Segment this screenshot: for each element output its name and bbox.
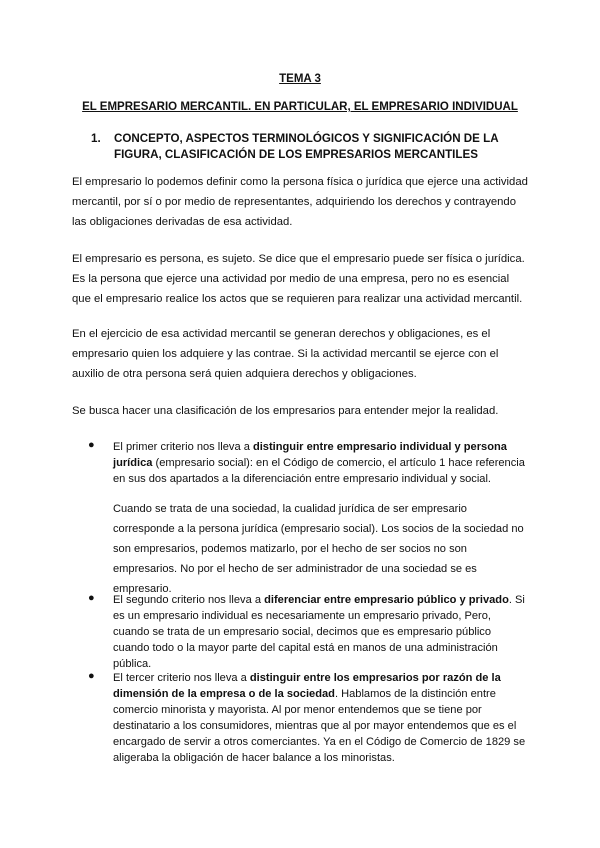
bullet-text: . Si es un empresario individual es necesariamente un empresario privado, Pero, cuando se trata de un empresario social, decimos que es empresario público cuando todo o la mayor parte del capital está en manos de una administración pública. — [113, 594, 525, 670]
list-item — [88, 670, 528, 766]
chapter-subtitle: EL EMPRESARIO MERCANTIL. EN PARTICULAR, EL EMPRESARIO INDIVIDUAL — [82, 101, 518, 113]
section-title: CONCEPTO, ASPECTOS TERMINOLÓGICOS Y SIGNIFICACIÓN DE LA FIGURA, CLASIFICACIÓN DE LOS EMPRESARIOS MERCANTILES — [114, 132, 499, 161]
paragraph-derechos: En el ejercicio de esa actividad mercantil se generan derechos y obligaciones, es el empresario quien los adquiere y las contrae. Si la actividad mercantil se ejerce con el auxilio de otra persona será quien adquiera derechos y obligaciones. — [72, 328, 499, 380]
bullet-text: . Hablamos de la distinción entre comercio minorista y mayorista. Al por menor entendemos que se tiene por destinatario a los consumidores, mientras que al por mayor entendemos que es el encargado de servir a otros comerciantes. Ya en el Código de Comercio de 1829 se aligeraba la obligación de hacer balance a los minoristas. — [113, 688, 526, 764]
bullet-bold-text: distinguir entre los empresarios por razón de la dimensión de la empresa o de la sociedad — [113, 672, 501, 700]
bullet-text: (empresario social): en el Código de comercio, el artículo 1 hace referencia en sus dos apartados a la diferenciación entre empresario individual y social. — [113, 457, 525, 485]
list-item — [88, 439, 528, 487]
bullet-text: El primer criterio nos lleva a — [113, 441, 253, 453]
bullet-icon: ● — [88, 670, 95, 682]
bullet-bold-text: distinguir entre empresario individual y persona jurídica — [113, 441, 507, 469]
paragraph-definition: El empresario lo podemos definir como la persona física o jurídica que ejerce una actividad mercantil, por sí o por medio de representantes, adquiriendo los derechos y contrayendo las obligaciones derivadas de esa actividad. — [72, 176, 528, 228]
bullet-text: El tercer criterio nos lleva a — [113, 672, 250, 684]
bullet-bold-text: diferenciar entre empresario público y privado — [264, 594, 509, 606]
list-item — [88, 592, 528, 672]
paragraph-clasificacion: Se busca hacer una clasificación de los empresarios para entender mejor la realidad. — [72, 405, 499, 417]
bullet-icon: ● — [88, 592, 95, 604]
bullet-text: El segundo criterio nos lleva a — [113, 594, 265, 606]
section-heading — [91, 131, 531, 163]
bullet-subparagraph: Cuando se trata de una sociedad, la cualidad jurídica de ser empresario corresponde a la persona jurídica (empresario social). Los socios de la sociedad no son empresarios, podemos matizarlo, por el hecho de ser socios no son empresarios. No por el hecho de ser administrador de una sociedad se es empresario. — [113, 503, 524, 595]
tema-title: TEMA 3 — [279, 73, 321, 85]
section-number: 1. — [91, 132, 101, 145]
bullet-icon: ● — [88, 439, 95, 451]
paragraph-persona: El empresario es persona, es sujeto. Se dice que el empresario puede ser física o jurídica. Es la persona que ejerce una actividad por medio de una empresa, pero no es esencial que el empresario realice los actos que se requieren para realizar una actividad mercantil. — [72, 253, 525, 305]
